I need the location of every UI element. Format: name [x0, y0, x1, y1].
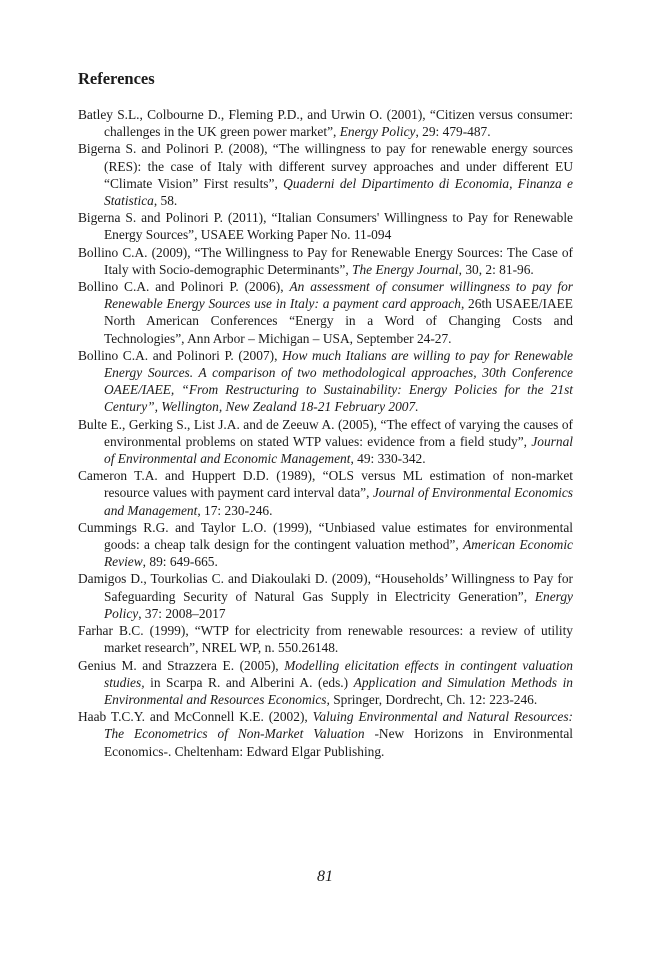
reference-text: , 30, 2: 81-96. [458, 261, 534, 277]
reference-entry [78, 347, 573, 416]
reference-text: , 26th USAEE/IAEE North American Conferences “Energy in a Word of Changing Costs and Technologies”, Ann Arbor – Michigan – USA, September 24-27. [104, 296, 573, 346]
reference-text: Haab T.C.Y. and McConnell K.E. (2002), [78, 709, 313, 725]
reference-text: in Scarpa R. and Alberini A. (eds.) [144, 674, 354, 690]
reference-entry [78, 244, 573, 278]
reference-italic-text: Valuing Environmental and Natural Resources: The Econometrics of Non-Market Valuation [104, 709, 573, 742]
reference-entry [78, 622, 573, 656]
reference-text: , 58. [153, 193, 178, 209]
reference-text: Bollino C.A. and Polinori P. (2007), [78, 347, 283, 363]
reference-entry [78, 416, 573, 468]
reference-italic-text: An assessment of consumer willingness to pay for Renewable Energy Sources use in Italy: a payment card approach [104, 279, 574, 312]
reference-entry [78, 278, 573, 347]
reference-text: , 89: 649-665. [142, 554, 218, 570]
reference-text: Genius M. and Strazzera E. (2005), [78, 657, 285, 673]
reference-entry [78, 140, 573, 209]
reference-text: Farhar B.C. (1999), “WTP for electricity from renewable resources: a review of utility market research”, NREL WP, n. 550.26148. [78, 623, 573, 656]
reference-italic-text: Application and Simulation Methods in Environmental and Resources Economics, [104, 674, 573, 707]
reference-italic-text: Energy Policy [339, 124, 416, 140]
reference-text: Damigos D., Tourkolias C. and Diakoulaki D. (2009), “Households’ Willingness to Pay for Safeguarding Security of Natural Gas Supply in Electricity Generation”, [78, 571, 573, 604]
reference-italic-text: Quaderni del Dipartimento di Economia, Finanza e Statistica [104, 175, 573, 209]
reference-text: , 17: 230-246. [197, 502, 273, 518]
reference-italic-text: Modelling elicitation effects in contingent valuation studies, [104, 657, 574, 690]
reference-italic-text: Journal of Environmental Economics and Management [104, 485, 573, 518]
reference-entry [78, 708, 573, 760]
reference-text: -New Horizons in Environmental Economics-. Cheltenham: Edward Elgar Publishing. [104, 726, 573, 759]
reference-text: Bollino C.A. (2009), “The Willingness to Pay for Renewable Energy Sources: The Case of Italy with Socio-demographic Determinants”, [78, 244, 573, 277]
reference-text: Batley S.L., Colbourne D., Fleming P.D., and Urwin O. (2001), “Citizen versus consumer: challenges in the UK green power market”, [78, 107, 573, 140]
reference-text: Bollino C.A. and Polinori P. (2006), [78, 279, 290, 295]
reference-text: Cummings R.G. and Taylor L.O. (1999), “Unbiased value estimates for environmental goods: a cheap talk design for the contingent valuation method”, [78, 519, 573, 553]
reference-italic-text: The Energy Journal [352, 261, 459, 277]
section-heading: References [78, 69, 155, 88]
reference-list [78, 106, 573, 760]
reference-text: , 29: 479-487. [415, 124, 491, 140]
reference-entry [78, 106, 573, 140]
reference-entry [78, 570, 573, 622]
reference-italic-text: Energy Policy [104, 588, 573, 621]
reference-entry [78, 519, 573, 571]
reference-entry [78, 657, 573, 709]
reference-text: Cameron T.A. and Huppert D.D. (1989), “OLS versus ML estimation of non-market resource values with payment card interval data”, [78, 468, 573, 501]
reference-entry [78, 209, 573, 243]
reference-italic-text: American Economic Review [104, 537, 573, 570]
reference-entry [78, 467, 573, 519]
reference-text: Bigerna S. and Polinori P. (2011), “Italian Consumers' Willingness to Pay for Renewable Energy Sources”, USAEE Working Paper No. 11-094 [78, 210, 573, 243]
reference-italic-text: Journal of Environmental and Economic Management [104, 433, 573, 467]
reference-text: , 49: 330-342. [350, 451, 426, 467]
page-number: 81 [317, 868, 333, 885]
reference-text: Bulte E., Gerking S., List J.A. and de Zeeuw A. (2005), “The effect of varying the causes of environmental problems on stated WTP values: evidence from a field study”, [78, 416, 573, 449]
reference-text: , 37: 2008–2017 [138, 605, 226, 621]
reference-text: Bigerna S. and Polinori P. (2008), “The willingness to pay for renewable energy sources (RES): the case of Italy with different survey approaches and under different EU “Climate Vision” First results”, [78, 141, 573, 191]
reference-italic-text: How much Italians are willing to pay for Renewable Energy Sources. A comparison of two methodological approaches, 30th Conference OAEE/IAEE, “From Restructuring to Sustainability: Energy Policies for the 21st Century”, Wellington, New Zealand 18-21 February 2007. [104, 347, 574, 415]
references-section [78, 68, 573, 760]
reference-text: Springer, Dordrecht, Ch. 12: 223-246. [329, 691, 538, 707]
